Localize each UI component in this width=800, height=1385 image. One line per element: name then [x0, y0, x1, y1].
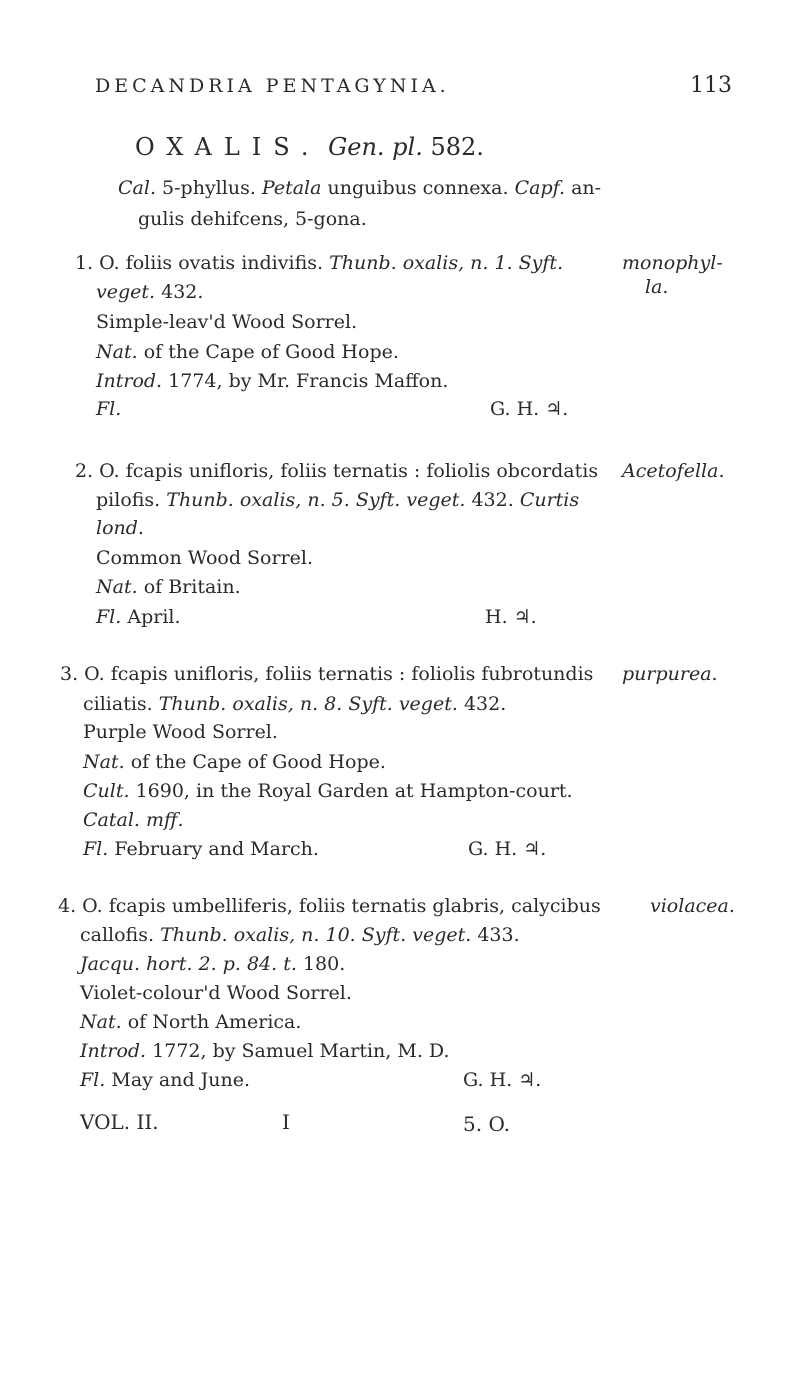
fl-abbr: Fl. [96, 606, 122, 628]
common-name: Purple Wood Sorrel. [83, 721, 278, 743]
genus-name: OXALIS. [135, 133, 321, 161]
generic-line-1 [118, 177, 601, 199]
common-name: Common Wood Sorrel. [96, 547, 314, 569]
petala-text: unguibus connexa. [327, 177, 509, 199]
species-2-line-3: lond. [96, 517, 144, 539]
reference: Thunb. oxalis, n. 5. Syft. veget. [166, 489, 466, 511]
generic-line-2: gulis dehifcens, 5-gona. [138, 208, 367, 230]
cal-abbr: Cal. [118, 177, 156, 199]
species-2-line-2 [96, 489, 579, 511]
species-4-line-1: 4. O. fcapis umbelliferis, foliis ternatis glabris, calycibus [58, 895, 601, 917]
trivial-name: Acetofella. [622, 460, 725, 482]
species-2-line-1: 2. O. fcapis unifloris, foliis ternatis : foliolis obcordatis [75, 460, 599, 482]
introduced-line [96, 370, 448, 392]
genus-heading [135, 133, 484, 161]
cult-abbr: Cult. [83, 780, 130, 802]
reference: Thunb. oxalis, n. 1. Syft. [329, 252, 564, 274]
flowering-line [80, 1069, 250, 1091]
trivial-name-cont: la. [645, 276, 669, 298]
habitat-code: G. H. ♃. [490, 398, 569, 420]
habitat-code: H. ♃. [485, 606, 537, 628]
fl-text: May and June. [111, 1069, 251, 1091]
reference: veget. [96, 281, 156, 303]
catchword: 5. O. [463, 1112, 511, 1136]
cult-text: 1690, in the Royal Garden at Hampton-court. [135, 780, 573, 802]
flowering-line [96, 606, 181, 628]
diagnosis: callofis. [80, 924, 155, 946]
habitat-code: G. H. ♃. [468, 838, 547, 860]
nat-abbr: Nat. [96, 341, 138, 363]
habitat-code: G. H. ♃. [463, 1069, 542, 1091]
diagnosis: pilofis. [96, 489, 161, 511]
nat-abbr: Nat. [83, 751, 125, 773]
native-line [96, 341, 399, 363]
species-4-line-3 [80, 953, 345, 975]
intro-abbr: Introd. [96, 370, 163, 392]
reference-num: 180. [302, 953, 346, 975]
native-line [80, 1011, 301, 1033]
reference: Thunb. oxalis, n. 10. Syft. veget. [160, 924, 472, 946]
flowering-line [83, 838, 319, 860]
trivial-name: purpurea. [622, 663, 718, 685]
genus-ref-num: 582. [430, 133, 484, 161]
page-number: 113 [690, 73, 732, 98]
nat-text: of the Cape of Good Hope. [130, 751, 386, 773]
running-title: DECANDRIA PENTAGYNIA. [95, 75, 450, 97]
reference-2: Curtis [519, 489, 580, 511]
volume-mark: VOL. II. [80, 1110, 159, 1134]
petala-abbr: Petala [261, 177, 322, 199]
common-name: Violet-colour'd Wood Sorrel. [80, 982, 352, 1004]
native-line [96, 576, 241, 598]
diagnosis: 1. O. foliis ovatis indivifis. [75, 252, 324, 274]
genus-ref: Gen. pl. [328, 133, 423, 161]
nat-abbr: Nat. [96, 576, 138, 598]
reference-num: 432. [161, 281, 204, 303]
reference: Jacqu. hort. 2. p. 84. t. [80, 953, 297, 975]
reference-num: 432. [463, 693, 507, 715]
reference-num: 432. [471, 489, 514, 511]
fl-text: April. [127, 606, 181, 628]
nat-text: of the Cape of Good Hope. [143, 341, 399, 363]
native-line [83, 751, 386, 773]
fl-abbr: Fl. [83, 838, 109, 860]
introduced-line [80, 1040, 450, 1062]
fl-abbr: Fl. [80, 1069, 106, 1091]
signature-mark: I [282, 1110, 290, 1134]
trivial-name: monophyl- [622, 252, 723, 274]
species-1-line-1 [75, 252, 563, 274]
nat-abbr: Nat. [80, 1011, 122, 1033]
reference-num: 433. [477, 924, 520, 946]
common-name: Simple-leav'd Wood Sorrel. [96, 311, 358, 333]
cultivated-line [83, 780, 573, 802]
species-3-line-1: 3. O. fcapis unifloris, foliis ternatis : foliolis fubrotundis [60, 663, 594, 685]
fl-abbr: Fl. [96, 398, 122, 420]
capf-abbr: Capf. [514, 177, 566, 199]
nat-text: of North America. [127, 1011, 302, 1033]
species-1-line-2 [96, 281, 203, 303]
species-3-line-2 [83, 693, 506, 715]
intro-text: 1772, by Samuel Martin, M. D. [152, 1040, 450, 1062]
species-4-line-2 [80, 924, 520, 946]
capf-text: an- [571, 177, 602, 199]
intro-text: 1774, by Mr. Francis Maffon. [168, 370, 449, 392]
flowering-line [96, 398, 121, 420]
reference: Thunb. oxalis, n. 8. Syft. veget. [158, 693, 458, 715]
diagnosis: ciliatis. [83, 693, 153, 715]
catalogue-line: Catal. mff. [83, 809, 184, 831]
trivial-name: violacea. [650, 895, 735, 917]
fl-text: February and March. [114, 838, 319, 860]
nat-text: of Britain. [143, 576, 241, 598]
intro-abbr: Introd. [80, 1040, 147, 1062]
cal-text: 5-phyllus. [162, 177, 256, 199]
